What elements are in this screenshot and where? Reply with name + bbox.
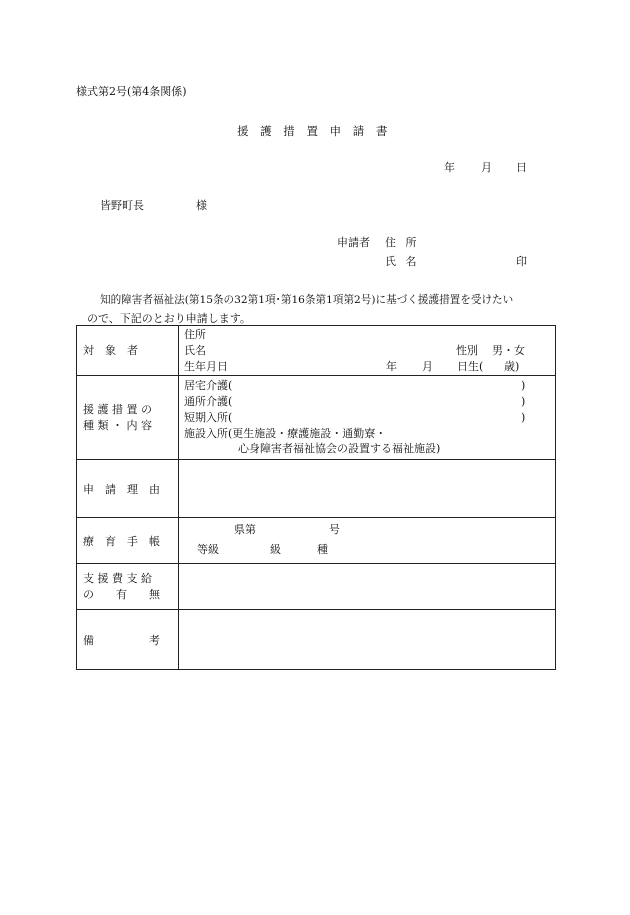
measure-label: 援 護 措 置 の 種 類 ・ 内 容 <box>77 376 179 460</box>
name-label: 氏 名 <box>385 255 417 268</box>
handbook-type: 種 <box>317 543 328 556</box>
measure-item-home-care: 居宅介護( <box>184 379 233 392</box>
measure-item-short-stay: 短期入所( <box>184 411 233 424</box>
table-row-reason <box>77 460 556 518</box>
handbook-level: 級 <box>270 543 281 556</box>
intro-line-1: 知的障害者福祉法(第15条の32第1項･第16条第1項第2号)に基づく援護措置を受けたい <box>100 294 514 306</box>
date-year: 年 <box>444 161 455 174</box>
seal-mark: 印 <box>516 255 527 268</box>
page-title: 援 護 措 置 申 請 書 <box>237 124 392 138</box>
date-day: 日 <box>516 161 527 174</box>
table-row-support <box>77 564 556 610</box>
gender-options: 男・女 <box>492 344 525 357</box>
measure-item-day-care: 通所介護( <box>184 395 233 408</box>
birth-label: 生年月日 <box>184 360 228 373</box>
age-close: 歳) <box>504 360 520 373</box>
subject-name: 氏名 <box>184 344 206 357</box>
measure-close-1: ) <box>521 379 526 392</box>
addressee-suffix: 様 <box>196 199 207 212</box>
subject-address: 住所 <box>184 328 206 341</box>
handbook-prefecture: 県第 <box>234 523 256 536</box>
handbook-number: 号 <box>329 523 340 536</box>
table-row-measure <box>77 376 556 460</box>
subject-cell <box>179 326 556 376</box>
measure-close-2: ) <box>521 395 526 408</box>
subject-label: 対 象 者 <box>77 326 179 376</box>
table-row-remarks <box>77 610 556 670</box>
reason-label: 申 請 理 由 <box>77 460 179 518</box>
table-row-subject <box>77 326 556 376</box>
table-row-handbook <box>77 518 556 564</box>
handbook-grade: 等級 <box>197 543 219 556</box>
remarks-cell[interactable] <box>179 610 556 670</box>
handbook-label: 療 育 手 帳 <box>77 518 179 564</box>
birth-month: 月 <box>422 360 433 373</box>
birth-day: 日生( <box>457 360 484 373</box>
support-cell[interactable] <box>179 564 556 610</box>
addressee: 皆野町長 <box>100 199 144 212</box>
application-table <box>76 325 556 670</box>
support-label: 支 援 費 支 給 の 有 無 <box>77 564 179 610</box>
reason-cell[interactable] <box>179 460 556 518</box>
date-month: 月 <box>481 161 492 174</box>
gender-label: 性別 <box>456 344 478 357</box>
birth-year: 年 <box>386 360 397 373</box>
measure-item-facility-1: 施設入所(更生施設・療護施設・通勤寮・ <box>184 427 387 440</box>
measure-cell <box>179 376 556 460</box>
handbook-cell <box>179 518 556 564</box>
form-number: 様式第2号(第4条関係) <box>76 85 187 98</box>
measure-item-facility-2: 心身障害者福祉協会の設置する福祉施設) <box>238 442 441 455</box>
measure-close-3: ) <box>521 411 526 424</box>
intro-line-2: ので、下記のとおり申請します。 <box>87 312 251 325</box>
address-label: 住 所 <box>385 236 417 249</box>
applicant-label: 申請者 <box>337 236 370 249</box>
remarks-label: 備 考 <box>77 610 179 670</box>
